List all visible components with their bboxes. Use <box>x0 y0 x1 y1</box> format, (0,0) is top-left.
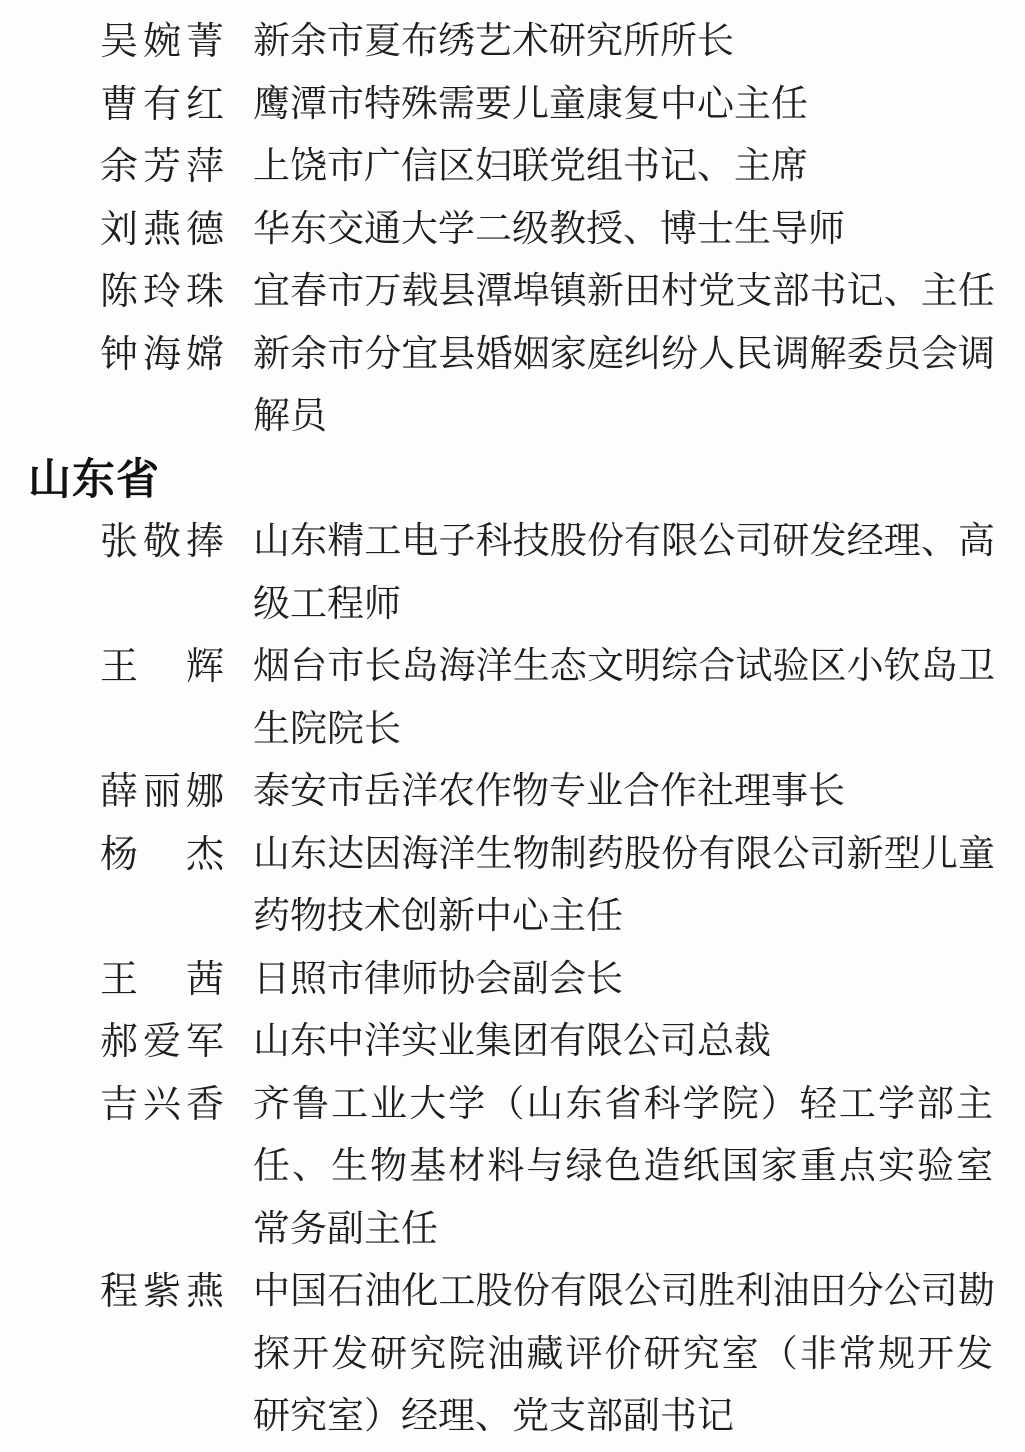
section-header: 山东省 <box>28 455 160 504</box>
person-name <box>100 261 224 324</box>
name-char: 敬 <box>142 521 181 563</box>
title-line: 生院院长 <box>253 708 401 750</box>
name-char: 吴 <box>100 21 139 63</box>
title-line: 探开发研究院油藏评价研究室（非常规开发 <box>253 1333 996 1375</box>
person-title <box>253 1074 995 1262</box>
name-char: 紫 <box>142 1271 181 1313</box>
person-title <box>253 261 995 324</box>
name-char: 王 <box>100 646 139 688</box>
person-name <box>100 636 224 699</box>
name-char: 辉 <box>185 646 224 688</box>
name-char: 德 <box>185 208 224 251</box>
person-title <box>253 511 995 636</box>
person-name <box>100 74 224 137</box>
title-line: 新余市夏布绣艺术研究所所长 <box>253 21 734 62</box>
name-char: 芳 <box>142 146 181 188</box>
person-name <box>100 1261 224 1324</box>
name-char: 娜 <box>185 771 224 813</box>
name-char: 薛 <box>100 771 139 813</box>
title-line: 山东精工电子科技股份有限公司研发经理、高 <box>253 521 995 562</box>
name-char: 萍 <box>185 146 224 188</box>
list-item <box>0 511 1025 636</box>
list-item <box>0 949 1025 1012</box>
title-line: 级工程师 <box>253 583 401 625</box>
name-char: 杨 <box>100 833 139 876</box>
title-line: 宜春市万载县潭埠镇新田村党支部书记、主任 <box>253 271 995 312</box>
person-name <box>100 511 224 574</box>
person-title <box>253 74 995 137</box>
name-char: 爱 <box>142 1021 181 1063</box>
title-line: 华东交通大学二级教授、博士生导师 <box>253 208 845 250</box>
name-char: 玲 <box>142 271 181 313</box>
title-line: 鹰潭市特殊需要儿童康复中心主任 <box>253 83 808 125</box>
title-line: 新余市分宜县婚姻家庭纠纷人民调解委员会调 <box>253 333 995 375</box>
title-line: 烟台市长岛海洋生态文明综合试验区小钦岛卫 <box>253 646 995 687</box>
name-char: 海 <box>142 333 181 376</box>
name-char: 有 <box>142 83 181 126</box>
name-char: 张 <box>100 521 139 563</box>
person-title <box>253 824 995 949</box>
person-title <box>253 136 995 199</box>
name-char: 嫦 <box>185 333 224 376</box>
list-item <box>0 761 1025 824</box>
person-name <box>100 1074 224 1137</box>
list-item <box>0 1011 1025 1074</box>
name-char: 余 <box>100 146 139 188</box>
name-char: 程 <box>100 1271 139 1313</box>
title-line: 解员 <box>253 396 327 437</box>
name-char: 杰 <box>185 833 224 876</box>
person-name <box>100 11 224 74</box>
name-char: 吉 <box>100 1083 139 1126</box>
name-char: 郝 <box>100 1021 139 1063</box>
name-char: 陈 <box>100 271 139 313</box>
person-title <box>253 1011 995 1074</box>
name-char: 王 <box>100 958 139 1001</box>
list-item <box>0 1261 1025 1449</box>
person-name <box>100 761 224 824</box>
list-item <box>0 261 1025 324</box>
name-char: 刘 <box>100 208 139 251</box>
person-title <box>253 1261 995 1449</box>
name-char: 钟 <box>100 333 139 376</box>
name-char: 珠 <box>185 271 224 313</box>
name-char: 丽 <box>142 771 181 813</box>
name-char: 红 <box>185 83 224 126</box>
person-title <box>253 636 995 761</box>
section <box>0 11 1025 449</box>
name-char: 香 <box>185 1083 224 1126</box>
person-title <box>253 199 995 262</box>
person-title <box>253 949 995 1012</box>
name-char: 兴 <box>142 1083 181 1126</box>
list-item <box>0 199 1025 262</box>
person-name <box>100 324 224 387</box>
list-item <box>0 636 1025 761</box>
title-line: 药物技术创新中心主任 <box>253 896 623 937</box>
title-line: 山东达因海洋生物制药股份有限公司新型儿童 <box>253 833 995 875</box>
list-item <box>0 74 1025 137</box>
title-line: 泰安市岳洋农作物专业合作社理事长 <box>253 771 845 812</box>
person-title <box>253 11 995 74</box>
name-char: 曹 <box>100 83 139 126</box>
person-name <box>100 1011 224 1074</box>
person-name <box>100 136 224 199</box>
title-line: 常务副主任 <box>253 1208 438 1250</box>
name-char: 婉 <box>142 21 181 63</box>
person-name <box>100 199 224 262</box>
title-line: 任、生物基材料与绿色造纸国家重点实验室 <box>253 1146 996 1187</box>
section <box>0 449 1025 1449</box>
title-line: 研究室）经理、党支部副书记 <box>253 1396 734 1437</box>
title-line: 齐鲁工业大学（山东省科学院）轻工学部主 <box>253 1083 996 1125</box>
list-item <box>0 11 1025 74</box>
title-line: 中国石油化工股份有限公司胜利油田分公司勘 <box>253 1271 995 1312</box>
person-name <box>100 824 224 887</box>
list-item <box>0 324 1025 449</box>
list-item <box>0 136 1025 199</box>
person-title <box>253 761 995 824</box>
list-item <box>0 1074 1025 1262</box>
person-title <box>253 324 995 449</box>
list-item <box>0 824 1025 949</box>
name-char: 燕 <box>185 1271 224 1313</box>
title-line: 日照市律师协会副会长 <box>253 958 623 1000</box>
title-line: 山东中洋实业集团有限公司总裁 <box>253 1021 771 1062</box>
title-line: 上饶市广信区妇联党组书记、主席 <box>253 146 808 187</box>
name-char: 茜 <box>185 958 224 1001</box>
person-name <box>100 949 224 1012</box>
name-char: 菁 <box>185 21 224 63</box>
name-char: 燕 <box>142 208 181 251</box>
name-char: 捧 <box>185 521 224 563</box>
name-char: 军 <box>185 1021 224 1063</box>
